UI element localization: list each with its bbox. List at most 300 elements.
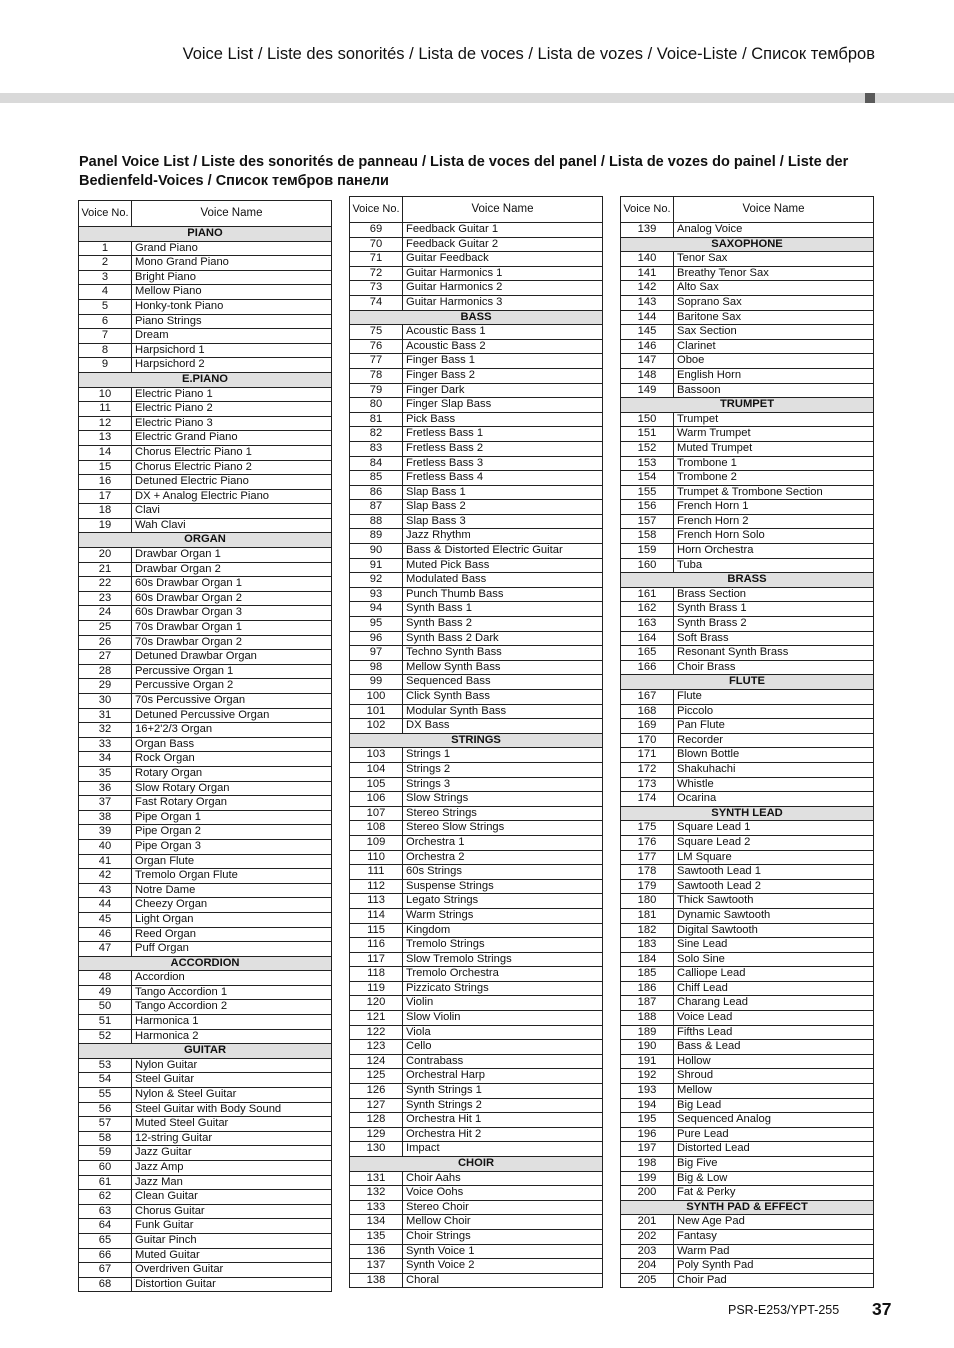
voice-name: Contrabass bbox=[403, 1054, 603, 1069]
voice-name: Slap Bass 2 bbox=[403, 500, 603, 515]
table-row bbox=[350, 1011, 603, 1026]
category-row bbox=[621, 573, 874, 588]
voice-name: Fretless Bass 4 bbox=[403, 471, 603, 486]
table-row bbox=[621, 762, 874, 777]
table-row bbox=[79, 1131, 332, 1146]
voice-name: Hollow bbox=[674, 1054, 874, 1069]
voice-name: Pick Bass bbox=[403, 412, 603, 427]
voice-name: Piccolo bbox=[674, 704, 874, 719]
table-row bbox=[621, 558, 874, 573]
voice-name: Sequenced Bass bbox=[403, 675, 603, 690]
voice-name: Fantasy bbox=[674, 1229, 874, 1244]
voice-number: 31 bbox=[79, 708, 132, 723]
voice-name: Detuned Percussive Organ bbox=[132, 708, 332, 723]
table-row bbox=[621, 1098, 874, 1113]
voice-name: Feedback Guitar 1 bbox=[403, 223, 603, 238]
voice-number: 30 bbox=[79, 694, 132, 709]
table-row bbox=[621, 310, 874, 325]
voice-number: 106 bbox=[350, 792, 403, 807]
voice-number: 127 bbox=[350, 1098, 403, 1113]
table-row bbox=[350, 952, 603, 967]
voice-number: 5 bbox=[79, 299, 132, 314]
voice-name: Clean Guitar bbox=[132, 1190, 332, 1205]
voice-name: LM Square bbox=[674, 850, 874, 865]
table-row bbox=[621, 514, 874, 529]
voice-number: 29 bbox=[79, 679, 132, 694]
voice-number: 173 bbox=[621, 777, 674, 792]
voice-number: 152 bbox=[621, 441, 674, 456]
table-row bbox=[621, 339, 874, 354]
table-row bbox=[79, 431, 332, 446]
voice-name: Chorus Electric Piano 2 bbox=[132, 460, 332, 475]
voice-name: French Horn 2 bbox=[674, 514, 874, 529]
voice-number: 118 bbox=[350, 967, 403, 982]
voice-name: Thick Sawtooth bbox=[674, 894, 874, 909]
table-row bbox=[350, 748, 603, 763]
table-row bbox=[79, 1161, 332, 1176]
table-row bbox=[79, 898, 332, 913]
table-row bbox=[350, 719, 603, 734]
table-row bbox=[350, 514, 603, 529]
table-row bbox=[350, 281, 603, 296]
table-row bbox=[350, 1171, 603, 1186]
voice-number: 185 bbox=[621, 967, 674, 982]
voice-name: Recorder bbox=[674, 733, 874, 748]
voice-number: 128 bbox=[350, 1113, 403, 1128]
voice-number: 87 bbox=[350, 500, 403, 515]
table-row bbox=[79, 854, 332, 869]
table-row bbox=[79, 314, 332, 329]
table-row bbox=[621, 295, 874, 310]
voice-name: Cheezy Organ bbox=[132, 898, 332, 913]
category-row bbox=[79, 1044, 332, 1059]
voice-number: 88 bbox=[350, 514, 403, 529]
voice-number: 134 bbox=[350, 1215, 403, 1230]
table-row bbox=[79, 387, 332, 402]
voice-number: 125 bbox=[350, 1069, 403, 1084]
table-row bbox=[621, 996, 874, 1011]
voice-name: Slap Bass 3 bbox=[403, 514, 603, 529]
voice-name: Bass & Lead bbox=[674, 1040, 874, 1055]
voice-name: Drawbar Organ 1 bbox=[132, 548, 332, 563]
table-row bbox=[621, 792, 874, 807]
table-row bbox=[621, 981, 874, 996]
voice-name: Charang Lead bbox=[674, 996, 874, 1011]
voice-number: 151 bbox=[621, 427, 674, 442]
table-row bbox=[350, 383, 603, 398]
voice-name: Electric Piano 3 bbox=[132, 416, 332, 431]
voice-name: Breathy Tenor Sax bbox=[674, 266, 874, 281]
table-row bbox=[79, 591, 332, 606]
voice-number: 26 bbox=[79, 635, 132, 650]
voice-number: 105 bbox=[350, 777, 403, 792]
table-row bbox=[350, 1069, 603, 1084]
table-row bbox=[621, 660, 874, 675]
table-row bbox=[350, 1098, 603, 1113]
voice-number: 94 bbox=[350, 602, 403, 617]
table-row bbox=[621, 1113, 874, 1128]
table-row bbox=[79, 270, 332, 285]
table-row bbox=[350, 237, 603, 252]
voice-name: 70s Percussive Organ bbox=[132, 694, 332, 709]
voice-number: 174 bbox=[621, 792, 674, 807]
voice-name: Accordion bbox=[132, 971, 332, 986]
table-row bbox=[350, 456, 603, 471]
table-row bbox=[621, 923, 874, 938]
voice-name: Ocarina bbox=[674, 792, 874, 807]
category-row bbox=[79, 956, 332, 971]
voice-name: Fifths Lead bbox=[674, 1025, 874, 1040]
table-row bbox=[621, 1040, 874, 1055]
voice-number: 203 bbox=[621, 1244, 674, 1259]
table-row bbox=[621, 485, 874, 500]
table-row bbox=[79, 1088, 332, 1103]
voice-number: 69 bbox=[350, 223, 403, 238]
voice-name: Synth Bass 2 Dark bbox=[403, 631, 603, 646]
table-row bbox=[350, 1127, 603, 1142]
voice-name: Square Lead 1 bbox=[674, 821, 874, 836]
table-row bbox=[350, 1215, 603, 1230]
table-row bbox=[79, 869, 332, 884]
voice-number: 56 bbox=[79, 1102, 132, 1117]
table-row bbox=[79, 1219, 332, 1234]
table-row bbox=[621, 412, 874, 427]
voice-name: Tenor Sax bbox=[674, 252, 874, 267]
voice-number: 115 bbox=[350, 923, 403, 938]
category-row bbox=[79, 533, 332, 548]
category-label: ORGAN bbox=[79, 533, 332, 548]
voice-name: Synth Voice 1 bbox=[403, 1244, 603, 1259]
voice-name: Horn Orchestra bbox=[674, 544, 874, 559]
voice-name: Viola bbox=[403, 1025, 603, 1040]
table-row bbox=[79, 416, 332, 431]
voice-number: 180 bbox=[621, 894, 674, 909]
voice-number: 166 bbox=[621, 660, 674, 675]
voice-number: 86 bbox=[350, 485, 403, 500]
voice-name: Detuned Electric Piano bbox=[132, 475, 332, 490]
table-row bbox=[350, 398, 603, 413]
voice-number: 54 bbox=[79, 1073, 132, 1088]
table-row bbox=[79, 737, 332, 752]
voice-name: Flute bbox=[674, 690, 874, 705]
table-row bbox=[350, 1244, 603, 1259]
voice-number: 59 bbox=[79, 1146, 132, 1161]
voice-name: Rock Organ bbox=[132, 752, 332, 767]
voice-name: Choir Aahs bbox=[403, 1171, 603, 1186]
table-row bbox=[350, 908, 603, 923]
category-row bbox=[621, 675, 874, 690]
voice-number: 190 bbox=[621, 1040, 674, 1055]
voice-name: New Age Pad bbox=[674, 1215, 874, 1230]
voice-name: Big Lead bbox=[674, 1098, 874, 1113]
voice-number: 126 bbox=[350, 1084, 403, 1099]
voice-number: 38 bbox=[79, 810, 132, 825]
voice-number: 47 bbox=[79, 942, 132, 957]
table-row bbox=[350, 1113, 603, 1128]
voice-number: 175 bbox=[621, 821, 674, 836]
voice-number: 102 bbox=[350, 719, 403, 734]
voice-name: Jazz Man bbox=[132, 1175, 332, 1190]
voice-name: Mellow Synth Bass bbox=[403, 660, 603, 675]
voice-number: 46 bbox=[79, 927, 132, 942]
voice-number: 142 bbox=[621, 281, 674, 296]
voice-name: Choral bbox=[403, 1273, 603, 1288]
voice-name: Pipe Organ 1 bbox=[132, 810, 332, 825]
table-row bbox=[79, 241, 332, 256]
table-row bbox=[79, 723, 332, 738]
voice-name: Clarinet bbox=[674, 339, 874, 354]
voice-name: Light Organ bbox=[132, 912, 332, 927]
table-row bbox=[79, 548, 332, 563]
voice-name: Harmonica 2 bbox=[132, 1029, 332, 1044]
category-row bbox=[350, 1157, 603, 1172]
voice-number: 108 bbox=[350, 821, 403, 836]
voice-name: Impact bbox=[403, 1142, 603, 1157]
voice-name: Distorted Lead bbox=[674, 1142, 874, 1157]
voice-name: 70s Drawbar Organ 2 bbox=[132, 635, 332, 650]
voice-number: 132 bbox=[350, 1186, 403, 1201]
table-row bbox=[79, 694, 332, 709]
voice-name: Honky-tonk Piano bbox=[132, 299, 332, 314]
voice-name: Tremolo Orchestra bbox=[403, 967, 603, 982]
voice-name: Dynamic Sawtooth bbox=[674, 908, 874, 923]
voice-number: 35 bbox=[79, 766, 132, 781]
voice-name: Voice Oohs bbox=[403, 1186, 603, 1201]
voice-name: Jazz Rhythm bbox=[403, 529, 603, 544]
voice-name: Click Synth Bass bbox=[403, 690, 603, 705]
table-row bbox=[350, 879, 603, 894]
table-row bbox=[350, 675, 603, 690]
table-row bbox=[350, 923, 603, 938]
voice-name: Synth Strings 2 bbox=[403, 1098, 603, 1113]
voice-name: Warm Strings bbox=[403, 908, 603, 923]
table-row bbox=[621, 266, 874, 281]
voice-number: 148 bbox=[621, 368, 674, 383]
voice-name: Oboe bbox=[674, 354, 874, 369]
voice-name: Finger Slap Bass bbox=[403, 398, 603, 413]
voice-name: Tango Accordion 1 bbox=[132, 985, 332, 1000]
voice-name: Slow Strings bbox=[403, 792, 603, 807]
voice-name: Distortion Guitar bbox=[132, 1277, 332, 1292]
voice-name: Muted Steel Guitar bbox=[132, 1117, 332, 1132]
voice-number: 184 bbox=[621, 952, 674, 967]
voice-number: 139 bbox=[621, 223, 674, 238]
voice-name: Harmonica 1 bbox=[132, 1015, 332, 1030]
table-row bbox=[79, 1102, 332, 1117]
voice-name: Analog Voice bbox=[674, 223, 874, 238]
table-row bbox=[79, 285, 332, 300]
category-label: E.PIANO bbox=[79, 372, 332, 387]
table-row bbox=[79, 1117, 332, 1132]
table-row bbox=[79, 402, 332, 417]
voice-name: Mellow bbox=[674, 1084, 874, 1099]
table-row bbox=[621, 368, 874, 383]
voice-name: Chorus Guitar bbox=[132, 1204, 332, 1219]
voice-name: 70s Drawbar Organ 1 bbox=[132, 621, 332, 636]
table-row bbox=[79, 985, 332, 1000]
voice-name: Fat & Perky bbox=[674, 1186, 874, 1201]
voice-name: Jazz Amp bbox=[132, 1161, 332, 1176]
table-row bbox=[79, 971, 332, 986]
voice-number: 135 bbox=[350, 1229, 403, 1244]
voice-number: 95 bbox=[350, 617, 403, 632]
voice-name: English Horn bbox=[674, 368, 874, 383]
voice-number: 204 bbox=[621, 1259, 674, 1274]
category-label: PIANO bbox=[79, 227, 332, 242]
voice-name: Modulated Bass bbox=[403, 573, 603, 588]
voice-name: Acoustic Bass 1 bbox=[403, 325, 603, 340]
voice-number: 65 bbox=[79, 1233, 132, 1248]
voice-number: 17 bbox=[79, 489, 132, 504]
voice-number: 90 bbox=[350, 544, 403, 559]
voice-number: 91 bbox=[350, 558, 403, 573]
voice-name: Sax Section bbox=[674, 325, 874, 340]
voice-name: Shroud bbox=[674, 1069, 874, 1084]
table-row bbox=[79, 1015, 332, 1030]
table-row bbox=[350, 967, 603, 982]
table-row bbox=[79, 810, 332, 825]
table-row bbox=[350, 266, 603, 281]
voice-name: Fast Rotary Organ bbox=[132, 796, 332, 811]
voice-name-header: Voice Name bbox=[403, 197, 603, 223]
table-row bbox=[350, 587, 603, 602]
category-label: STRINGS bbox=[350, 733, 603, 748]
voice-name: Funk Guitar bbox=[132, 1219, 332, 1234]
voice-number: 89 bbox=[350, 529, 403, 544]
voice-no-header: Voice No. bbox=[79, 201, 132, 227]
table-row bbox=[621, 850, 874, 865]
table-row bbox=[350, 544, 603, 559]
voice-name: DX Bass bbox=[403, 719, 603, 734]
voice-name: Feedback Guitar 2 bbox=[403, 237, 603, 252]
voice-name: Fretless Bass 3 bbox=[403, 456, 603, 471]
table-row bbox=[79, 445, 332, 460]
voice-name: 60s Strings bbox=[403, 865, 603, 880]
voice-number: 39 bbox=[79, 825, 132, 840]
voice-number: 107 bbox=[350, 806, 403, 821]
voice-number: 197 bbox=[621, 1142, 674, 1157]
voice-name: Harpsichord 2 bbox=[132, 358, 332, 373]
table-row bbox=[350, 1273, 603, 1288]
category-label: TRUMPET bbox=[621, 398, 874, 413]
voice-name: Orchestra Hit 2 bbox=[403, 1127, 603, 1142]
voice-name: Wah Clavi bbox=[132, 518, 332, 533]
table-row bbox=[621, 602, 874, 617]
voice-name: Rotary Organ bbox=[132, 766, 332, 781]
table-row bbox=[621, 908, 874, 923]
voice-number: 18 bbox=[79, 504, 132, 519]
voice-name: Muted Guitar bbox=[132, 1248, 332, 1263]
voice-name: Sine Lead bbox=[674, 938, 874, 953]
table-row bbox=[621, 1244, 874, 1259]
table-row bbox=[79, 1073, 332, 1088]
table-row bbox=[621, 733, 874, 748]
table-row bbox=[350, 1025, 603, 1040]
table-row bbox=[350, 602, 603, 617]
voice-number: 14 bbox=[79, 445, 132, 460]
table-row bbox=[350, 660, 603, 675]
voice-name: Slow Violin bbox=[403, 1011, 603, 1026]
table-row bbox=[350, 894, 603, 909]
voice-number: 200 bbox=[621, 1186, 674, 1201]
voice-name: Sawtooth Lead 1 bbox=[674, 865, 874, 880]
voice-name: Blown Bottle bbox=[674, 748, 874, 763]
table-row bbox=[621, 1171, 874, 1186]
voice-number: 1 bbox=[79, 241, 132, 256]
voice-number: 27 bbox=[79, 650, 132, 665]
voice-name: Bassoon bbox=[674, 383, 874, 398]
voice-name: Clavi bbox=[132, 504, 332, 519]
table-row bbox=[350, 500, 603, 515]
voice-number: 99 bbox=[350, 675, 403, 690]
voice-name: Shakuhachi bbox=[674, 762, 874, 777]
table-row bbox=[350, 471, 603, 486]
voice-number: 171 bbox=[621, 748, 674, 763]
voice-number: 177 bbox=[621, 850, 674, 865]
voice-number: 57 bbox=[79, 1117, 132, 1132]
voice-name: Jazz Guitar bbox=[132, 1146, 332, 1161]
table-row bbox=[79, 1000, 332, 1015]
voice-number: 21 bbox=[79, 562, 132, 577]
voice-number: 83 bbox=[350, 441, 403, 456]
table-row bbox=[79, 329, 332, 344]
voice-name: Trumpet & Trombone Section bbox=[674, 485, 874, 500]
table-row bbox=[350, 368, 603, 383]
table-row bbox=[350, 762, 603, 777]
voice-number: 178 bbox=[621, 865, 674, 880]
voice-number: 114 bbox=[350, 908, 403, 923]
table-row bbox=[621, 704, 874, 719]
voice-name: Digital Sawtooth bbox=[674, 923, 874, 938]
voice-name: Orchestra 1 bbox=[403, 835, 603, 850]
voice-name: 60s Drawbar Organ 2 bbox=[132, 591, 332, 606]
voice-number: 81 bbox=[350, 412, 403, 427]
table-row bbox=[350, 777, 603, 792]
table-row bbox=[350, 690, 603, 705]
voice-number: 84 bbox=[350, 456, 403, 471]
voice-number: 28 bbox=[79, 664, 132, 679]
voice-number: 143 bbox=[621, 295, 674, 310]
voice-number: 8 bbox=[79, 343, 132, 358]
table-row bbox=[621, 952, 874, 967]
voice-number: 116 bbox=[350, 938, 403, 953]
voice-number: 64 bbox=[79, 1219, 132, 1234]
table-row bbox=[79, 839, 332, 854]
table-row bbox=[350, 354, 603, 369]
table-row bbox=[79, 299, 332, 314]
category-label: SYNTH PAD & EFFECT bbox=[621, 1200, 874, 1215]
table-row bbox=[350, 529, 603, 544]
voice-number: 120 bbox=[350, 996, 403, 1011]
voice-number: 141 bbox=[621, 266, 674, 281]
voice-number: 77 bbox=[350, 354, 403, 369]
table-row bbox=[79, 635, 332, 650]
voice-name: Harpsichord 1 bbox=[132, 343, 332, 358]
voice-number: 20 bbox=[79, 548, 132, 563]
voice-name: Overdriven Guitar bbox=[132, 1263, 332, 1278]
category-row bbox=[621, 1200, 874, 1215]
voice-name: Detuned Drawbar Organ bbox=[132, 650, 332, 665]
voice-number: 167 bbox=[621, 690, 674, 705]
voice-number: 7 bbox=[79, 329, 132, 344]
voice-number: 58 bbox=[79, 1131, 132, 1146]
voice-name: Pizzicato Strings bbox=[403, 981, 603, 996]
voice-name: Choir Pad bbox=[674, 1273, 874, 1288]
voice-name: Poly Synth Pad bbox=[674, 1259, 874, 1274]
voice-name-header: Voice Name bbox=[674, 197, 874, 223]
header-rule bbox=[0, 93, 954, 103]
voice-number: 85 bbox=[350, 471, 403, 486]
